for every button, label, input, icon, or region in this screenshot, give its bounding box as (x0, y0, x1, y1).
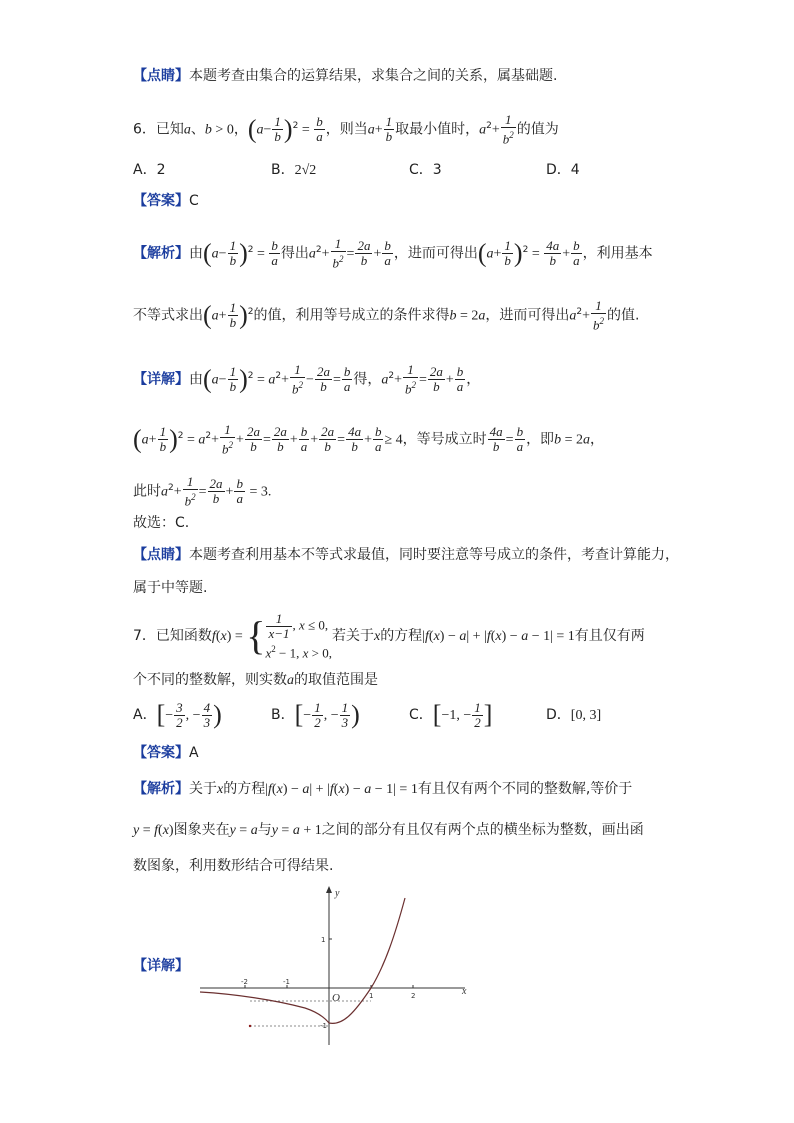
j6-text-b: 得出 (280, 245, 309, 262)
answer-7-tag: 【答案】 (133, 745, 189, 761)
detail-6-line3: 此时$a^2+$ $\frac{1}{b^2}$ = $\frac{2a}{b}$ + $\frac{b}{a}$ = 3. (133, 473, 272, 509)
detail-6-line2: (a+ $\frac{1}{b}$ )$^2 = a^2+$ $\frac{1}{b^2}$ + $\frac{2a}{b}$ = $\frac{2a}{b}$ + $\frac{b}{a}$ + $\frac{2a}{b}$ = $\frac{4a}{b}$ + $\frac{b}{a}$ ≥ 4，等号成立时 $\frac{4a}{b}$ = $\frac{b}{a}$ ，即b = 2a， (133, 421, 604, 457)
analysis-7-line3: 数图象，利用数形结合可得结果. (133, 858, 334, 874)
summary-6-text: 本题考查利用基本不等式求最值，同时要注意等号成立的条件，考查计算能力， (189, 547, 679, 563)
point-marker (249, 1025, 251, 1027)
detail-tag: 【详解】 (133, 371, 189, 388)
analysis-7-line2: y = f(x)图象夹在y = a与y = a + 1之间的部分有且仅有两个点的横坐标为整数，画出函 (133, 822, 644, 838)
tick-label-y-neg1: -1 (320, 1022, 327, 1030)
q7-stem-a: 7．已知函数 (133, 628, 212, 644)
analysis-6-line2: 不等式求出(a+ $\frac{1}{b}$ )$^2$的值，利用等号成立的条件求得b = 2a，进而可得出$a^2+$ $\frac{1}{b^2}$ 的值. (133, 297, 640, 333)
x6-text-e: 此时 (133, 483, 161, 500)
tick-label-x-neg1: -1 (283, 978, 290, 986)
q6-stem-a: 6．已知 (133, 121, 184, 138)
question-6-stem: 6．已知a、b > 0，(a− $\frac{1}{b}$ )$^2$ = $\frac{b}{a}$ ，则当a+ $\frac{1}{b}$ 取最小值时，$a^2+$ $\frac{1}{b^2}$ 的值为 (133, 111, 559, 147)
q7-line2-b: 的取值范围是 (294, 672, 378, 688)
q7-option-d: D．[0, 3] (546, 707, 602, 723)
origin-label: O (332, 992, 340, 1004)
j7-text-c: 有且仅有两个不同的整数解,等价于 (417, 781, 633, 797)
summary-tag: 【点睛】 (133, 68, 189, 84)
piecewise-brace: { (246, 613, 266, 658)
q6-option-b: B．2√2 (271, 162, 317, 178)
analysis-7-line1: 【解析】关于x的方程|f(x) − a| + |f(x) − a − 1| = 1有且仅有两个不同的整数解,等价于 (133, 781, 633, 797)
q7-stem-c: 的方程 (380, 628, 423, 644)
detail-7-tag (133, 956, 189, 976)
summary-text: 本题考查由集合的运算结果，求集合之间的关系，属基础题. (189, 68, 558, 84)
j6-text-h: 的值. (607, 307, 640, 324)
analysis-tag: 【解析】 (133, 245, 189, 262)
j6-text-g: ，进而可得出 (485, 307, 570, 324)
curve-left-branch (200, 992, 329, 1023)
analysis-6-line1: 【解析】由(a− $\frac{1}{b}$ )$^2$ = $\frac{b}{a}$ 得出$a^2+$ $\frac{1}{b^2}$ = $\frac{2a}{b}$ + $\frac{b}{a}$ ，进而可得出(a+ $\frac{1}{b}$ )$^2$ = $\frac{4a}{b}$ + $\frac{b}{a}$ ，利用基本 (133, 235, 653, 271)
j6-text-d: ，利用基本 (582, 245, 653, 262)
j7-text-f: 之间的部分有且仅有两个点的横坐标为整数，画出函 (321, 822, 644, 838)
choice-6: 故选：C. (133, 515, 190, 531)
detail-6-line1: 【详解】由(a− $\frac{1}{b}$ )$^2 = a^2+$ $\frac{1}{b^2}$ − $\frac{2a}{b}$ = $\frac{b}{a}$ 得，$a^2+$ $\frac{1}{b^2}$ = $\frac{2a}{b}$ + $\frac{b}{a}$ ， (133, 361, 481, 397)
j6-text-c: ，进而可得出 (393, 245, 478, 262)
question-7-line2: 个不同的整数解，则实数a的取值范围是 (133, 672, 378, 688)
piecewise-cases: $\frac{1}{x-1}$ , x ≤ 0, $x^2 - 1$, x > 0, (265, 611, 332, 661)
q7-option-b: B．[− $\frac{1}{2}$ , − $\frac{1}{3}$ ) (271, 699, 360, 730)
q6-stem-d: 的值为 (516, 121, 559, 138)
x6-text-b: 得， (353, 371, 382, 388)
x-axis-label: x (462, 986, 467, 997)
question-7-options (133, 700, 613, 734)
answer-7 (133, 743, 199, 763)
answer-7-value: A (189, 745, 199, 761)
j7-text-d: 图象夹在 (173, 822, 230, 838)
detail-7-label: 【详解】 (133, 958, 189, 974)
q6-option-d: D．4 (546, 162, 580, 178)
question-7-stem: 7．已知函数f(x) = { $\frac{1}{x-1}$ , x ≤ 0, $x^2 - 1$, x > 0, 若关于x的方程|f(x) − a| + |f(x) − a − 1| = 1有且仅有两 (133, 611, 645, 661)
q7-option-c: C．[−1, − $\frac{1}{2}$ ] (409, 699, 493, 730)
j6-text-f: 的值，利用等号成立的条件求得 (253, 307, 450, 324)
j6-text-a: 由 (189, 245, 203, 262)
question-6-options (133, 160, 613, 182)
tick-label-y-1: 1 (321, 936, 326, 944)
y-axis-arrow (326, 886, 332, 893)
tick-label-x-1: 1 (369, 992, 374, 1000)
j7-text-e: 与 (257, 822, 272, 838)
curve-right-branch (329, 898, 405, 1023)
summary-6-tag: 【点睛】 (133, 547, 189, 563)
x6-text-a: 由 (189, 371, 203, 388)
summary-6-line2: 属于中等题. (133, 580, 208, 596)
q6-option-a: A．2 (133, 162, 166, 178)
tick-label-x-neg2: -2 (241, 978, 248, 986)
tick-label-x-2: 2 (411, 992, 416, 1000)
j6-text-e: 不等式求出 (133, 307, 203, 324)
analysis-7-tag: 【解析】 (133, 781, 189, 797)
q7-stem-b: 若关于 (331, 628, 374, 644)
q6-option-c: C．3 (409, 162, 442, 178)
answer-value: C (189, 193, 199, 209)
x6-text-d: ，即 (526, 431, 555, 448)
j7-text-a: 关于 (189, 781, 217, 797)
function-graph (195, 880, 480, 1050)
q7-line2-a: 个不同的整数解，则实数 (133, 672, 287, 688)
summary-6-line1 (133, 545, 679, 565)
j7-text-b: 的方程 (223, 781, 266, 797)
answer-tag: 【答案】 (133, 193, 189, 209)
q6-stem-c: 取最小值时， (395, 121, 480, 138)
q6-stem-b: ，则当 (325, 121, 368, 138)
q7-stem-d: 有且仅有两 (574, 628, 645, 644)
y-axis-label: y (335, 888, 340, 899)
x6-text-c: ，等号成立时 (402, 431, 487, 448)
summary-line (133, 66, 557, 86)
q7-option-a: A．[− $\frac{3}{2}$ , − $\frac{4}{3}$ ) (133, 699, 222, 730)
answer-6 (133, 191, 199, 211)
